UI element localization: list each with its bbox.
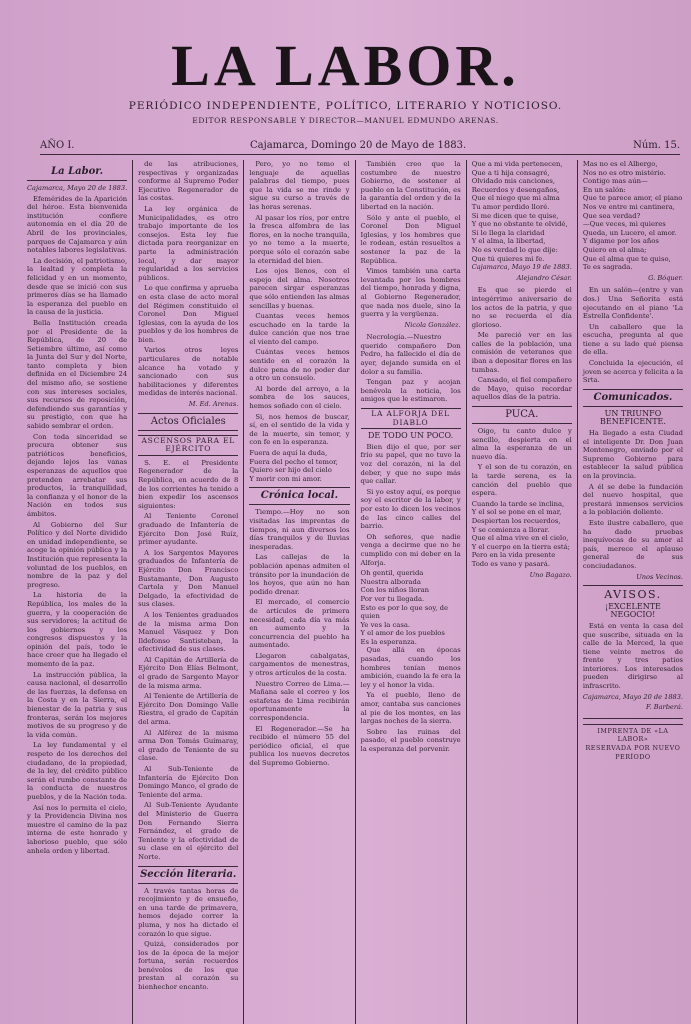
paragraph: Necrología.—Nuestro querido compañero Don Pedro, ha fallecido el día de ayer, dejando sumida en el dolor a su familia. [360, 333, 461, 376]
imprint-line-2: RESERVADA POR NUEVO PERÍODO [585, 744, 681, 761]
paragraph: Pero, yo no temo el lenguaje de aquellas palabras del tiempo, pues que la vida se me rinde y sigue su curso a través de las horas serenas. [249, 160, 350, 211]
poem-line: Contigo mas aún— [582, 177, 648, 186]
paragraph: de las atribuciones, respectivas y organizadas conforme al Supremo Poder Ejecutivo Regenerador de las costas. [138, 160, 239, 203]
paragraph: Al Teniente de Artillería de Ejército Don Domingo Valle Riestra, el grado de Capitán del arma. [138, 692, 239, 727]
poem-line: Recuerdos y desengaños, [471, 185, 560, 194]
paragraph: Llegaron cabalgatas, cargamentos de menestras, y otros artículos de la costa. [249, 651, 350, 678]
poem-block-2 [472, 160, 572, 263]
paragraph: También creo que la costumbre de nuestro Gobierno, de sostener al pueblo en la Constitución, es la garantía del orden y de la libertad en la nación. [360, 160, 461, 211]
paragraph: Al Sub-Teniente de Infantería de Ejército Don Domingo Manco, el grado de Teniente del arma. [138, 765, 239, 799]
paragraph: Al Capitán de Artillería de Ejército Don Elías Belmont, el grado de Sargento Mayor de la misma arma. [138, 655, 239, 690]
prose-body [472, 286, 572, 402]
poem-line: Y que no obstante te olvidé, [471, 220, 568, 229]
paragraph: Bien dijo el que, por ser frío su papel, que no tuvo la voz del corazón, ni la del deber, y que no supo más que callar. [360, 442, 461, 486]
paragraph: La ley orgánica de Municipalidades, es otro trabajo importante de los consejos. Esta ley fue dictada para reorganizar en parte la administración local, y dar mayor regularidad a los servicios públicos. [138, 204, 239, 282]
poem-line: Que tú quieres mi fe. [471, 254, 545, 263]
editorial-dateline: Cajamarca, Mayo 20 de 1883. [27, 184, 128, 192]
paragraph: Si yo estoy aquí, es porque soy el escritor de la labor, y por esto lo dicen los vecinos de las cinco calles del barrio. [360, 487, 461, 531]
salon-body [583, 286, 683, 385]
official-acts-body [138, 459, 238, 862]
poem-line: Que sea verdad? [582, 211, 641, 220]
paragraph: Al borde del arroyo, a la sombra de los sauces, hemos soñado con el cielo. [249, 384, 350, 411]
paragraph: Lo que confirma y aprueba en esta clase de acto moral del Régimen constituido el Coronel Don Miguel Iglesias, con la ayuda de los pueblos y de los hombres de bien. [138, 284, 239, 344]
poem-line: Esto es por lo que soy, de quien [360, 603, 449, 621]
imprint-footer [583, 724, 683, 761]
comunicados-heading: Comunicados. [583, 389, 683, 407]
poem-line: Que a mi vida pertenecen, [471, 160, 563, 168]
official-acts-heading: Actos Oficiales [138, 413, 238, 431]
poem-line: Y el sol se pone en el mar, [471, 508, 562, 517]
literary-continuation [249, 160, 349, 447]
poem-line: Oh gentil, querida [360, 569, 424, 578]
paragraph: A él se debe la fundación del nuevo hospital, que prestará inmensos servicios a la población doliente. [582, 482, 684, 517]
paragraph: Quizá, considerados por los de la época de la mejor fortuna, serán recuerdos benévolos de los que prestan al corazón su bienhechor encanto. [138, 940, 239, 992]
paragraph: Que allá en épocas pasadas, cuando los hombres tenían menos ambición, cuando la fe era la ley y el honor la vida. [360, 646, 461, 689]
poem-line: Es la esperanza. [360, 637, 417, 646]
paragraph: Al Sub-Teniente Ayudante del Ministerio de Guerra Don Fernando Sierra Fernández, el grado de Teniente y la efectividad de su clase en el ejército del Norte. [138, 801, 239, 861]
masthead [0, 33, 691, 125]
literary-section-heading: Sección literaria. [138, 866, 238, 884]
poem-line: Nuestra alborada [360, 577, 421, 586]
paragraph: Tengan paz y acojan benévola la noticia, los amigos que le estimaron. [360, 378, 461, 404]
column-4 [355, 160, 466, 1024]
puca-poem [472, 500, 572, 569]
poem-line: Por ver tu llegada. [360, 594, 425, 603]
paragraph: Nuestro Correo de Lima.—Mañana sale el correo y los estafetas de Lima recibirán oportunamente la correspondencia. [249, 679, 350, 723]
poem-line: Y digame por los años [582, 237, 659, 246]
paragraph: Con toda sinceridad se procura obtener sus patrióticos beneficios, dejando lejos las vanas esperanzas de aquellos que pretenden arrebatar sus productos, la tranquilidad, la confianza y el honor de la Nación en todos sus ámbitos. [27, 432, 128, 518]
paragraph: Bella Institución creada por el Presidente de la República, de 20 de Setiembre último, así como la Junta del Sur y del Norte, tanto completa y bien definida en el Diciembre 24 del mismo año, se sostiene con sus intereses sociales, sus recursos de reposición, defendiendo sus garantías y su prestigio, con que ha sabido sembrar el orden. [27, 318, 128, 431]
poem-line: Que el alma vive en el cielo, [471, 534, 569, 543]
poem-line: Mas no es el Albergo, [582, 160, 658, 168]
poem-line: —Que veces, mi quieres [582, 220, 666, 229]
paragraph: Oh señores, que nadie venga a decirme que no he cumplido con mi deber en la Alforja. [360, 532, 461, 567]
paragraph: Cuántas veces hemos sentido en el corazón la dulce pena de no poder dar a otro un consuelo. [249, 348, 350, 383]
puca-heading: PUCA. [472, 406, 572, 424]
ads-heading: AVISOS. [604, 588, 662, 602]
paragraph: En un salón—(entre y van dos.) Una Señorita está ejecutando en el piano 'La Estrella Confidente'. [582, 286, 684, 321]
alforja-subheading: DE TODO UN POCO. [368, 431, 454, 441]
paragraph: Vimos también una carta levantada por los hombres del tiempo, honrada y digna, al Gobierno Regenerador, que nada nos duele, sino la guerra y la vergüenza. [360, 267, 461, 319]
newspaper-subtitle: PERIÓDICO INDEPENDIENTE, POLÍTICO, LITERARIO Y NOTICIOSO. [128, 100, 563, 112]
paragraph: S. E. el Presidente Regenerador de la República, en acuerdo de 8 de los corrientes ha tenido a bien expedir los ascensos siguientes: [138, 458, 239, 510]
promotions-heading: ASCENSOS PARA EL EJÉRCITO [138, 435, 238, 456]
literary-section-body [138, 887, 238, 992]
column-6 [577, 160, 688, 1024]
poem-line: Te es sagrada. [582, 263, 633, 272]
paragraph: Tiempo.—Hoy no son visitadas las imprentas de tiempos, ni aun diversos los días tranquilos y de lluvias inesperadas. [249, 508, 350, 551]
poem-line: Que a ti hija consagré, [471, 168, 550, 177]
poem-line: Quiero en el alma; [582, 245, 647, 254]
paragraph: Sólo y ante el pueblo, el Coronel Don Miguel Iglesias, y los hombres que le rodean, están resueltos a sostener la paz de la República. [360, 213, 461, 265]
poem-line: Nos no es otro mistério. [582, 168, 666, 177]
column-5 [466, 160, 577, 1024]
paragraph: Oigo, tu canto dulce y sencillo, despierta en el alma la esperanza de un nuevo día. [471, 427, 572, 461]
poem-line: Y morir con mi amor. [249, 474, 322, 483]
paragraph: Y el son de tu corazón, en la tarde serena, es la canción del pueblo que espera. [471, 463, 572, 498]
poem-line: Y el cuerpo en la tierra está; [471, 542, 570, 551]
local-chronicle-heading: Crónica local. [249, 487, 349, 505]
paragraph: Al Teniente Coronel graduado de Infantería de Ejército Don José Ruíz, primer ayudante. [138, 512, 239, 547]
issue-number: Núm. 15. [633, 140, 680, 151]
paragraph: Este ilustre caballero, que ha dado pruebas inequívocas de su amor al país, merece el aplauso general de sus conciudadanos. [582, 518, 684, 570]
ad-text: Está en venta la casa del que suscribe, situada en la calle de la Merced, la que tiene veinte metros de frente y tres patios interiores. Los interesados pueden dirigirse al infrascrito. [582, 621, 684, 691]
paragraph: Me pareció ver en las calles de la población, una comisión de veteranos que iban a depositar flores en las tumbas. [471, 331, 572, 374]
column-1 [22, 160, 132, 1024]
paragraph: A través tantas horas de recojimiento y de ensueño, en una tarde de primavera, hemos dejado correr la pluma, y nos ha dictado el corazón lo que sigue. [138, 886, 239, 938]
puca-body [472, 427, 572, 498]
editorial-heading: La Labor. [27, 164, 127, 181]
comunicados-body [583, 429, 683, 571]
poem-line: En un salón: [582, 185, 626, 194]
comunicados-signature: Unos Vecinos. [636, 572, 684, 581]
necrology-body [361, 333, 461, 404]
paragraph: Sobre las ruinas del pasado, el pueblo construye la esperanza del porvenir. [360, 727, 461, 753]
paragraph: Así nos lo permita el cielo, y la Providencia Divina nos muestre el camino de la paz interna de este honrado y laborioso pueblo, que sólo anhela orden y libertad. [27, 803, 128, 855]
editor-line: EDITOR RESPONSABLE Y DIRECTOR—MANUEL EDMUNDO ARENAS. [192, 116, 499, 125]
poem-line: Quiero ser hijo del cielo [249, 466, 332, 475]
alforja-heading: LA ALFORJA DEL DIABLO [361, 408, 461, 429]
poem-line: Que te parece amor, el piano [582, 194, 683, 203]
poem-line: Todo es vano y pasará. [471, 559, 550, 568]
poem-line: Con los niños lloran [360, 586, 430, 595]
poem-line: Ye ves la casa. [360, 620, 411, 629]
poem-line: Fuera de aquí la duda, [249, 449, 328, 457]
paragraph: El Regenerador.—Se ha recibido el número 55 del periódico oficial, el que publica los nuevos decretos del Supremo Gobierno. [249, 724, 350, 767]
poem-line: Queda, un Lucero, el amor. [582, 228, 677, 237]
poem-signature: Alejandro César. [516, 273, 572, 282]
paragraph: Un caballero que la escucha, pregunta al que tiene a su lado qué piensa de ella. [582, 322, 684, 357]
poem-line: Y el amor de los pueblos [360, 629, 445, 638]
local-chronicle-body [249, 508, 349, 767]
paragraph: Al Alférez de la misma arma Don Tomás Guimaray, el grado de Teniente de su clase. [138, 728, 239, 763]
puca-signature: Uno Bagazo. [529, 570, 572, 579]
ads-box [583, 585, 683, 719]
paragraph: Efemérides de la Aparición del héroe. Esta bienvenida institución confiere autonomía en el día 20 de Abril de los provinciales, parques de Cajamarca y aún notables labores legislativas. [27, 194, 128, 255]
paragraph: La decisión, el patriotismo, la lealtad y completa la felicidad y en un momento, desde que se inició con sus primeros días se ha llamado la esperanza del pueblo en la causa de la justicia. [27, 256, 128, 317]
poem-line: Pero en la vida presente [471, 551, 556, 560]
rima-poem [583, 160, 683, 272]
column-2 [132, 160, 243, 1024]
paragraph: Si, nos hemos de buscar, sí, en el sentido de la vida y de la muerte, sin temor, y con fe en la esperanza. [249, 412, 350, 447]
alforja-poem [361, 569, 461, 646]
poem-line: Fuera del pecho el temor, [249, 457, 338, 466]
imprint-line-1: IMPRENTA DE «LA LABOR» [597, 726, 669, 744]
issue-place-date: Cajamarca, Domingo 20 de Mayo de 1883. [250, 140, 467, 151]
political-body [361, 160, 461, 319]
issue-year: AÑO I. [40, 140, 75, 151]
ads-subheading: ¡EXCELENTE NEGOCIO! [604, 601, 661, 620]
paragraph: El mercado, el comercio de artículos de primera necesidad, cada día va más en aumento y la concurrencia del pueblo ha aumentado. [249, 598, 350, 650]
issue-info-bar [40, 140, 680, 155]
paragraph: Varios otros leyes particulares de notable alcance ha votado y sancionado con sus habilitaciones y diferentes medidas de interés nacional. [138, 346, 239, 398]
poem-block [249, 449, 349, 483]
paragraph: Es que se pierde el integérrimo aniversario de los actos de la patria, y que no se recuerda el día glorioso. [471, 286, 572, 329]
newspaper-title: LA LABOR. [171, 33, 520, 98]
poem-line: Cuando la tarde se inclina, [471, 499, 565, 508]
poem-line: No es verdad lo que dije: [471, 245, 558, 254]
poem-line: Y el alma, la libertad, [471, 237, 546, 246]
paragraph: La ley fundamental y el respeto de los derechos del ciudadano, de la propiedad, de la ley, del crédito público serán el rumbo constante de la conducta de nuestros pueblos, y de la Nación toda. [27, 741, 128, 801]
editorial-signature: M. Ed. Arenas. [188, 400, 239, 409]
paragraph: Cuantas veces hemos escuchado en la tarde la dulce canción que nos trae el viento del campo. [249, 312, 350, 346]
paragraph: A los Tenientes graduados de la misma arma Don Manuel Vásquez y Don Ildefonso Santisteban, la efectividad de sus clases. [138, 610, 239, 654]
paragraph: Los ojos llenos, con el espejo del alma. Nosotros parecen sirgar esperanzas que sólo entienden las almas sencillas y buenas. [249, 267, 350, 310]
poem-line: Tu amor perdido lloré. [471, 202, 550, 211]
poem-line: Si le llega la claridad [471, 228, 545, 237]
paragraph: A los Sargentos Mayores graduados de Infantería de Ejército Don Francisco Bustamante, Don Augusto Cartola y Don Manuel Delgado, la efectividad de sus clases. [138, 548, 239, 609]
poem-line: Nos ve entre mi cantinera, [582, 202, 675, 211]
poem-line: Que el niego que mi alma [471, 194, 560, 203]
editorial-body [27, 195, 127, 856]
paragraph: Las callejas de la población apenas admiten el tránsito por la inundación de los hoyos, que aún no han podido drenar. [249, 553, 350, 596]
paragraph: Al pasar los ríos, por entre la fresca alfombra de las flores, en la noche tranquila, yo no temo a la muerte, porque sólo el corazón sabe la eternidad del bien. [249, 213, 350, 265]
poem-line: Que el alma que te quiso, [582, 254, 671, 263]
rima-signature: G. Bóquer. [648, 273, 684, 282]
paragraph: Ya el pueblo, lleno de amor, cantaba sus canciones al pie de los montes, en las largas noches de la sierra. [360, 691, 461, 726]
alforja-continuation [361, 646, 461, 753]
ad-signature: F. Barberá. [646, 703, 684, 712]
poem-dateline: Cajamarca, Mayo 19 de 1883. [471, 263, 572, 272]
poem-line: Despiertan los recuerdos, [471, 516, 561, 525]
paragraph: Al Gobierno del Sur Político y del Norte dividido en unidad independiente, se acoge la opinión pública y la Institución que representa la voluntad de los pueblos, en nombre de la paz y del progreso. [27, 520, 128, 589]
columns [22, 160, 688, 1024]
alforja-body [361, 443, 461, 567]
paragraph: Concluida la ejecución, el joven se acerca y felicita a la Srta. [582, 359, 684, 385]
ad-dateline: Cajamarca, Mayo 20 de 1883. [582, 692, 684, 701]
editorial-continuation [138, 160, 238, 398]
paragraph: Ha llegado a esta Ciudad el inteligente Dr. Don Juan Montenegro, enviado por el Supremo Gobierno para establecer la salud pública en la provincia. [582, 429, 684, 480]
paragraph: Cansado, el fiel compañero de Mayo, quiso recordar aquellos días de la patria. [471, 376, 572, 402]
poem-line: Si me dicen que te quise, [471, 211, 559, 220]
paragraph: La historia de la República, los males de la guerra, y la cooperación de sus servidores; la actitud de los gobiernos y los congresos dispuestos y la opinión del país, todo le hace creer que ha llegado el momento de la paz. [27, 591, 128, 669]
poem-line: Y se comienza a llorar. [471, 525, 550, 534]
political-signature: Nicola González. [404, 320, 461, 329]
column-3 [243, 160, 354, 1024]
poem-line: Olvidado mis canciones, [471, 177, 556, 186]
comunicados-subheading: UN TRIUNFO BENEFICENTE. [599, 408, 666, 427]
paragraph: La instrucción pública, la causa nacional, el desarrollo de las fuerzas, la defensa en la Costa y en la Sierra, el bienestar de la patria y sus fronteras, serán los mejores motivos de su progreso y de la vida común. [27, 670, 128, 739]
